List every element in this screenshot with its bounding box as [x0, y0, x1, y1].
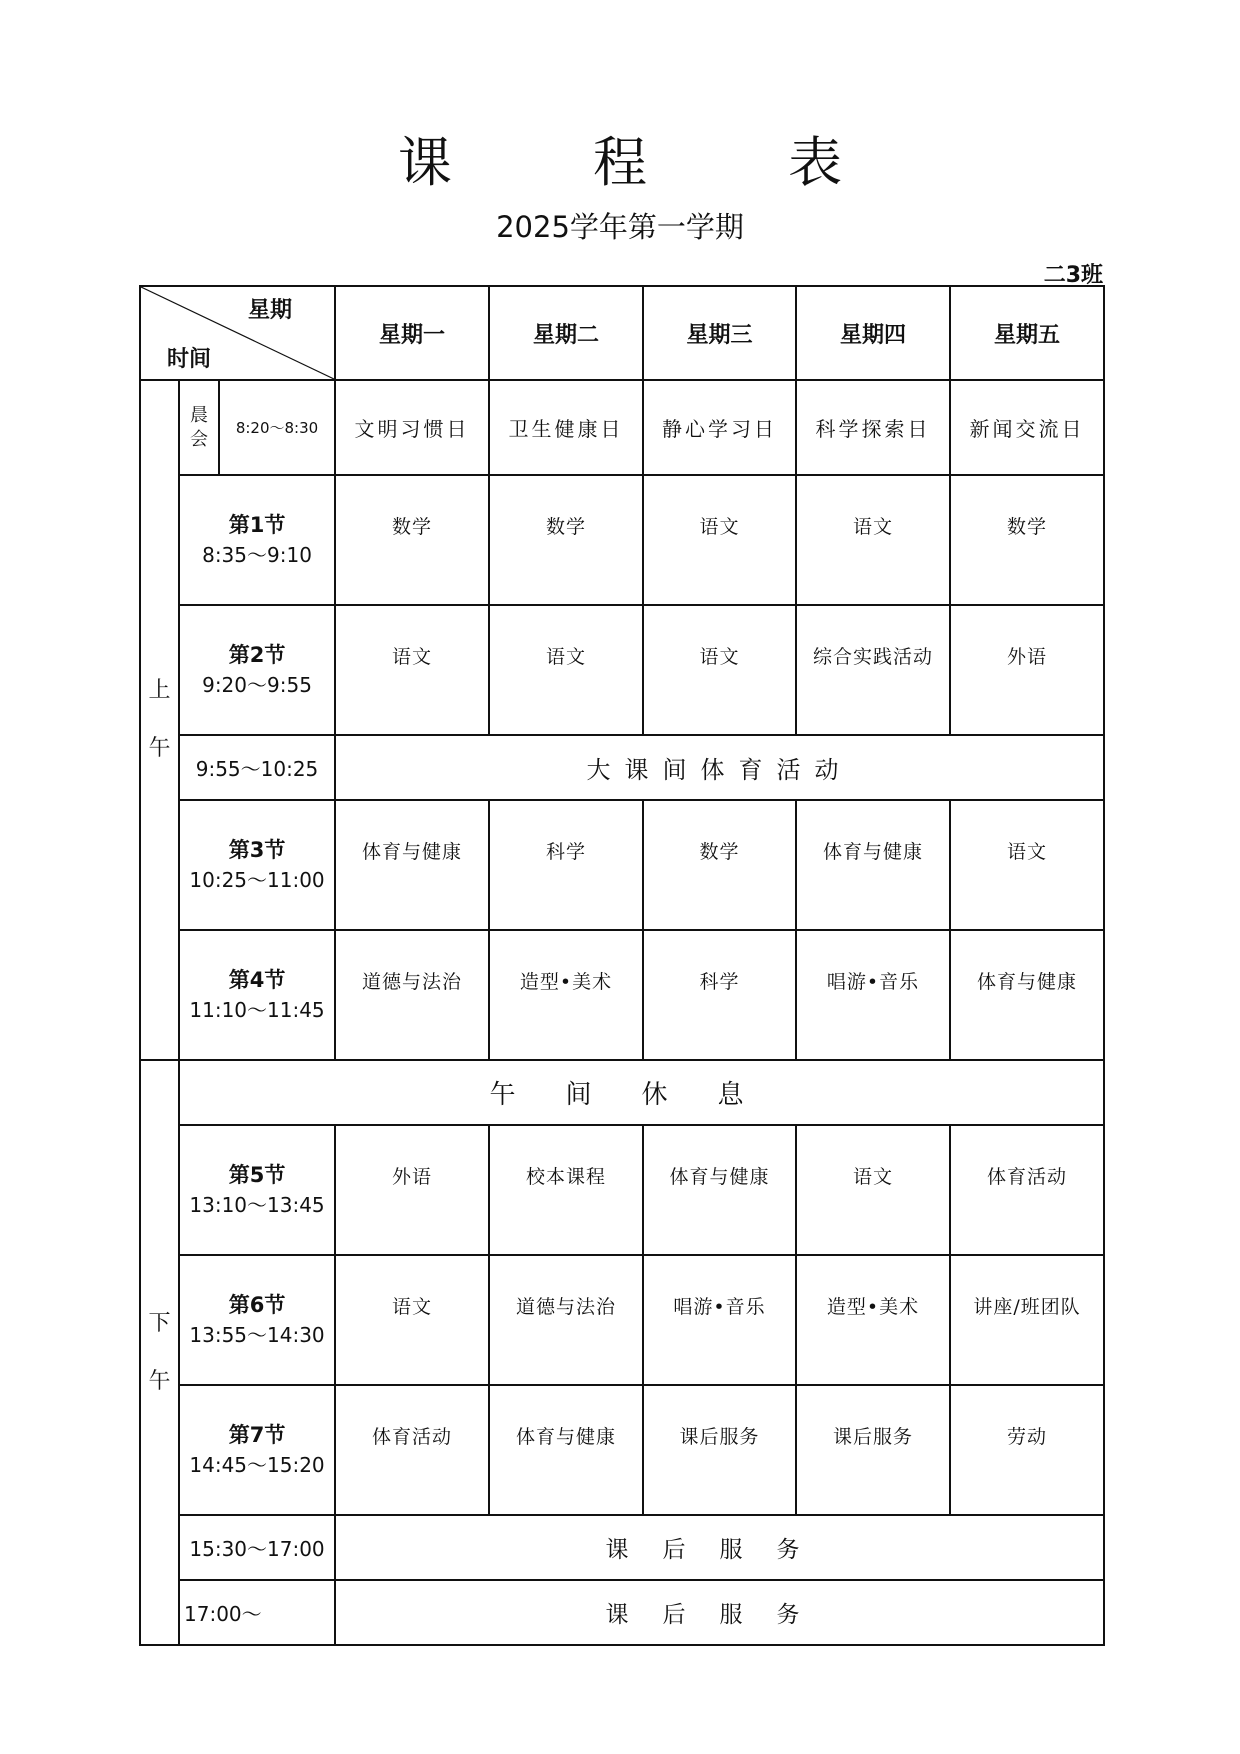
- period-label: [179, 1255, 335, 1385]
- morning-theme: 新闻交流日: [950, 380, 1104, 475]
- period-time: 11:10～11:45: [189, 998, 325, 1022]
- period-time: 9:20～9:55: [202, 673, 312, 697]
- morning-meeting-label-text: 晨会: [190, 404, 208, 450]
- after-school-label: 课后服务: [335, 1580, 1104, 1645]
- subject-cell: 语文: [796, 475, 950, 605]
- subject-cell: 校本课程: [489, 1125, 643, 1255]
- period-name: 第3节: [228, 838, 286, 862]
- morning-meeting-row: [140, 380, 1104, 475]
- period-row: [140, 800, 1104, 930]
- period-row: [140, 605, 1104, 735]
- day-header: 星期五: [950, 286, 1104, 380]
- period-time: 14:45～15:20: [189, 1453, 325, 1477]
- day-header: 星期二: [489, 286, 643, 380]
- title-char: 程: [593, 131, 647, 194]
- period-label: [179, 800, 335, 930]
- subject-cell: 造型•美术: [796, 1255, 950, 1385]
- subject-cell: 外语: [335, 1125, 489, 1255]
- section-pm-text: 下 午: [148, 1310, 171, 1394]
- after-school-label: 课后服务: [335, 1515, 1104, 1580]
- period-name: 第2节: [228, 643, 286, 667]
- period-row: [140, 930, 1104, 1060]
- morning-theme: 文明习惯日: [335, 380, 489, 475]
- period-row: [140, 1255, 1104, 1385]
- subject-cell: 语文: [643, 475, 796, 605]
- noon-break-label: 午间休息: [179, 1060, 1104, 1125]
- header-row: [140, 286, 1104, 380]
- period-row: [140, 1125, 1104, 1255]
- break-activity-row: [140, 735, 1104, 800]
- diag-label-weekday: 星期: [248, 298, 293, 323]
- period-name: 第5节: [228, 1163, 286, 1187]
- period-label: [179, 475, 335, 605]
- period-label: [179, 605, 335, 735]
- subject-cell: 语文: [796, 1125, 950, 1255]
- period-name: 第1节: [228, 513, 286, 537]
- subject-cell: 语文: [335, 1255, 489, 1385]
- period-name: 第7节: [228, 1423, 286, 1447]
- morning-theme: 静心学习日: [643, 380, 796, 475]
- subject-cell: 体育与健康: [335, 800, 489, 930]
- period-time: 10:25～11:00: [189, 868, 325, 892]
- morning-theme: 卫生健康日: [489, 380, 643, 475]
- after-school-time: 17:00～: [179, 1580, 335, 1645]
- subject-cell: 语文: [335, 605, 489, 735]
- morning-meeting-label: [179, 380, 219, 475]
- schedule-table: [139, 285, 1105, 1646]
- title-char: 课: [397, 131, 452, 194]
- subject-cell: 数学: [950, 475, 1104, 605]
- subject-cell: 科学: [643, 930, 796, 1060]
- after-school-time: 15:30～17:00: [179, 1515, 335, 1580]
- after-school-row: [140, 1580, 1104, 1645]
- period-name: 第4节: [228, 968, 286, 992]
- period-row: [140, 1385, 1104, 1515]
- morning-meeting-time: 8:20～8:30: [219, 380, 335, 475]
- break-activity-time: 9:55～10:25: [179, 735, 335, 800]
- subject-cell: 课后服务: [796, 1385, 950, 1515]
- subject-cell: 语文: [643, 605, 796, 735]
- subject-cell: 劳动: [950, 1385, 1104, 1515]
- period-time: 13:10～13:45: [189, 1193, 325, 1217]
- subject-cell: 讲座/班团队: [950, 1255, 1104, 1385]
- subject-cell: 语文: [950, 800, 1104, 930]
- period-label: [179, 1385, 335, 1515]
- after-school-row: [140, 1515, 1104, 1580]
- day-header: 星期一: [335, 286, 489, 380]
- subject-cell: 数学: [489, 475, 643, 605]
- section-label-am: [140, 380, 179, 1060]
- morning-theme: 科学探索日: [796, 380, 950, 475]
- subject-cell: 唱游•音乐: [643, 1255, 796, 1385]
- section-am-text: 上 午: [148, 678, 171, 761]
- section-label-pm: [140, 1060, 179, 1645]
- subject-cell: 道德与法治: [335, 930, 489, 1060]
- break-activity-label: 大课间体育活动: [335, 735, 1104, 800]
- class-name: 二3班: [1043, 263, 1103, 288]
- period-row: [140, 475, 1104, 605]
- subject-cell: 造型•美术: [489, 930, 643, 1060]
- diag-label-time: 时间: [167, 347, 212, 372]
- subject-cell: 体育与健康: [796, 800, 950, 930]
- subject-cell: 体育与健康: [489, 1385, 643, 1515]
- subject-cell: 综合实践活动: [796, 605, 950, 735]
- period-time: 13:55～14:30: [189, 1323, 325, 1347]
- page-title: [0, 120, 1240, 197]
- day-header: 星期三: [643, 286, 796, 380]
- subject-cell: 数学: [335, 475, 489, 605]
- title-char: 表: [788, 131, 843, 194]
- subject-cell: 体育活动: [950, 1125, 1104, 1255]
- period-time: 8:35～9:10: [202, 543, 312, 567]
- subject-cell: 唱游•音乐: [796, 930, 950, 1060]
- subject-cell: 外语: [950, 605, 1104, 735]
- subject-cell: 体育与健康: [950, 930, 1104, 1060]
- period-label: [179, 1125, 335, 1255]
- noon-break-row: [140, 1060, 1104, 1125]
- semester-subtitle: 2025学年第一学期: [496, 210, 744, 244]
- period-label: [179, 930, 335, 1060]
- subject-cell: 体育与健康: [643, 1125, 796, 1255]
- subject-cell: 语文: [489, 605, 643, 735]
- period-name: 第6节: [228, 1293, 286, 1317]
- subject-cell: 科学: [489, 800, 643, 930]
- subject-cell: 数学: [643, 800, 796, 930]
- subject-cell: 体育活动: [335, 1385, 489, 1515]
- subject-cell: 道德与法治: [489, 1255, 643, 1385]
- diagonal-header-cell: [140, 286, 335, 380]
- day-header: 星期四: [796, 286, 950, 380]
- subject-cell: 课后服务: [643, 1385, 796, 1515]
